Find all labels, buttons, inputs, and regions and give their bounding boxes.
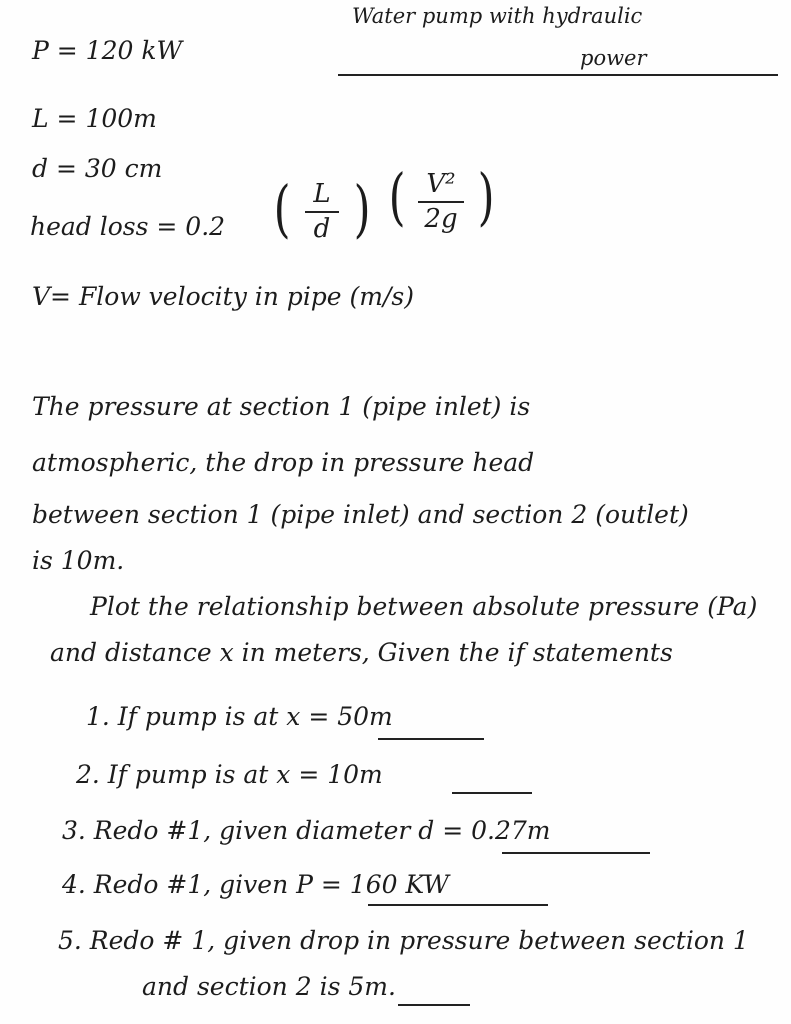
underline-item-4	[368, 904, 548, 906]
body-line-6: and distance x in meters, Given the if statements	[50, 638, 673, 667]
body-line-4: is 10m.	[32, 546, 125, 575]
body-line-1: The pressure at section 1 (pipe inlet) is	[32, 392, 531, 421]
velocity-definition: V= Flow velocity in pipe (m/s)	[32, 282, 415, 311]
head-loss-label: head loss = 0.2	[30, 212, 226, 241]
fraction-2g-denominator: 2g	[424, 203, 458, 234]
body-line-2: atmospheric, the drop in pressure head	[32, 448, 535, 477]
fraction-v2-numerator: V²	[426, 169, 456, 199]
fraction-v2-over-2g	[418, 170, 464, 233]
title-line-1: Water pump with hydraulic	[352, 4, 643, 28]
list-item-3: 3. Redo #1, given diameter d = 0.27m	[62, 816, 551, 845]
list-item-5: 5. Redo # 1, given drop in pressure between section 1	[58, 926, 749, 955]
paren-close-1: )	[353, 172, 371, 245]
given-power: P = 120 kW	[32, 36, 183, 65]
fraction-bar	[418, 201, 464, 203]
underline-item-1	[378, 738, 484, 740]
given-diameter: d = 30 cm	[32, 154, 163, 183]
list-item-4: 4. Redo #1, given P = 160 KW	[62, 870, 449, 899]
fraction-l-numerator: L	[313, 179, 331, 209]
underline-item-3	[502, 852, 650, 854]
list-item-2: 2. If pump is at x = 10m	[76, 760, 383, 789]
paren-open-2: (	[388, 160, 406, 233]
paren-close-2: )	[477, 160, 495, 233]
fraction-d-denominator: d	[313, 213, 331, 244]
title-line-2: power	[580, 46, 647, 70]
paren-open-1: (	[273, 172, 291, 245]
underline-item-5	[398, 1004, 470, 1006]
title-underline	[338, 74, 778, 76]
fraction-l-over-d	[305, 180, 339, 243]
underline-item-2	[452, 792, 532, 794]
body-line-5: Plot the relationship between absolute pressure (Pa)	[90, 592, 758, 621]
fraction-bar	[305, 211, 339, 213]
body-line-3: between section 1 (pipe inlet) and section 2 (outlet)	[32, 500, 689, 529]
given-length: L = 100m	[32, 104, 157, 133]
list-item-5-continued: and section 2 is 5m.	[142, 972, 396, 1001]
list-item-1: 1. If pump is at x = 50m	[86, 702, 393, 731]
